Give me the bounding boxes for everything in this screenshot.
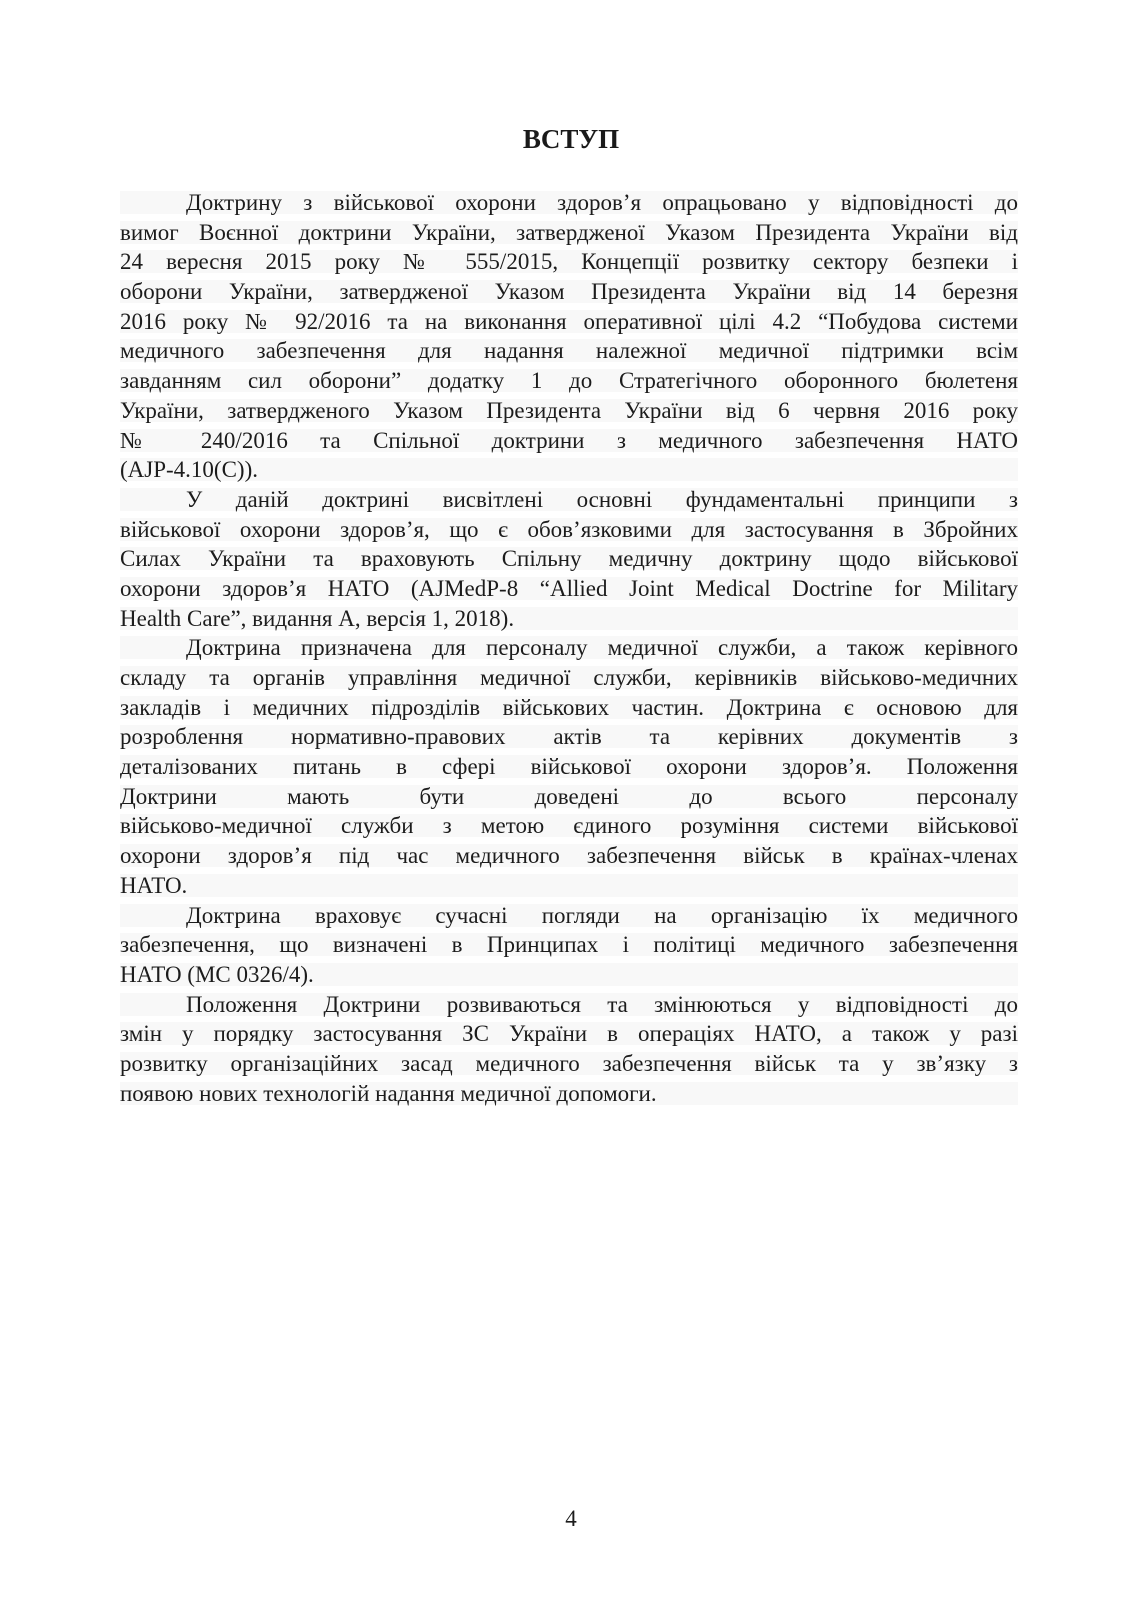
text-line: закладів і медичних підрозділів військових частин. Доктрина є основою для xyxy=(120,693,1018,723)
text-line: розроблення нормативно-правових актів та керівних документів з xyxy=(120,722,1018,752)
text-line: змін у порядку застосування ЗС України в операціях НАТО, а також у разі xyxy=(120,1019,1018,1049)
text-line: № 240/2016 та Спільної доктрини з медичного забезпечення НАТО xyxy=(120,426,1018,456)
text-line: НАТО. xyxy=(120,871,1018,901)
text-line: Доктрини мають бути доведені до всього персоналу xyxy=(120,782,1018,812)
text-line: У даній доктрині висвітлені основні фундаментальні принципи з xyxy=(120,485,1018,515)
text-line: медичного забезпечення для надання належної медичної підтримки всім xyxy=(120,336,1018,366)
paragraph xyxy=(120,901,1018,990)
text-line: України, затвердженого Указом Президента України від 6 червня 2016 року xyxy=(120,396,1018,426)
text-line: 2016 року № 92/2016 та на виконання оперативної цілі 4.2 “Побудова системи xyxy=(120,307,1018,337)
page-title: ВСТУП xyxy=(522,124,620,154)
text-line: появою нових технологій надання медичної допомоги. xyxy=(120,1079,1018,1109)
text-line: Health Care”, видання A, версія 1, 2018). xyxy=(120,604,1018,634)
text-line: охорони здоров’я НАТО (AJMedP-8 “Allied Joint Medical Doctrine for Military xyxy=(120,574,1018,604)
text-line: військової охорони здоров’я, що є обов’язковими для застосування в Збройних xyxy=(120,515,1018,545)
paragraph xyxy=(120,633,1018,900)
text-line: Доктрина враховує сучасні погляди на організацію їх медичного xyxy=(120,901,1018,931)
text-line: (AJP-4.10(C)). xyxy=(120,455,1018,485)
text-line: Силах України та враховують Спільну медичну доктрину щодо військової xyxy=(120,544,1018,574)
text-line: завданням сил оборони” додатку 1 до Стратегічного оборонного бюлетеня xyxy=(120,366,1018,396)
text-line: охорони здоров’я під час медичного забезпечення військ в країнах-членах xyxy=(120,841,1018,871)
paragraph xyxy=(120,485,1018,633)
text-line: розвитку організаційних засад медичного забезпечення військ та у зв’язку з xyxy=(120,1049,1018,1079)
document-body xyxy=(120,188,1018,1108)
text-line: Доктрина призначена для персоналу медичної служби, а також керівного xyxy=(120,633,1018,663)
text-line: вимог Воєнної доктрини України, затвердженої Указом Президента України від xyxy=(120,218,1018,248)
text-line: складу та органів управління медичної служби, керівників військово-медичних xyxy=(120,663,1018,693)
text-line: 24 вересня 2015 року № 555/2015, Концепції розвитку сектору безпеки і xyxy=(120,247,1018,277)
page-number: 4 xyxy=(565,1506,577,1531)
text-line: НАТО (MC 0326/4). xyxy=(120,960,1018,990)
text-line: деталізованих питань в сфері військової охорони здоров’я. Положення xyxy=(120,752,1018,782)
paragraph xyxy=(120,188,1018,485)
text-line: Положення Доктрини розвиваються та змінюються у відповідності до xyxy=(120,990,1018,1020)
text-line: оборони України, затвердженої Указом Президента України від 14 березня xyxy=(120,277,1018,307)
text-line: військово-медичної служби з метою єдиного розуміння системи військової xyxy=(120,811,1018,841)
paragraph xyxy=(120,990,1018,1109)
text-line: забезпечення, що визначені в Принципах і політиці медичного забезпечення xyxy=(120,930,1018,960)
text-line: Доктрину з військової охорони здоров’я опрацьовано у відповідності до xyxy=(120,188,1018,218)
